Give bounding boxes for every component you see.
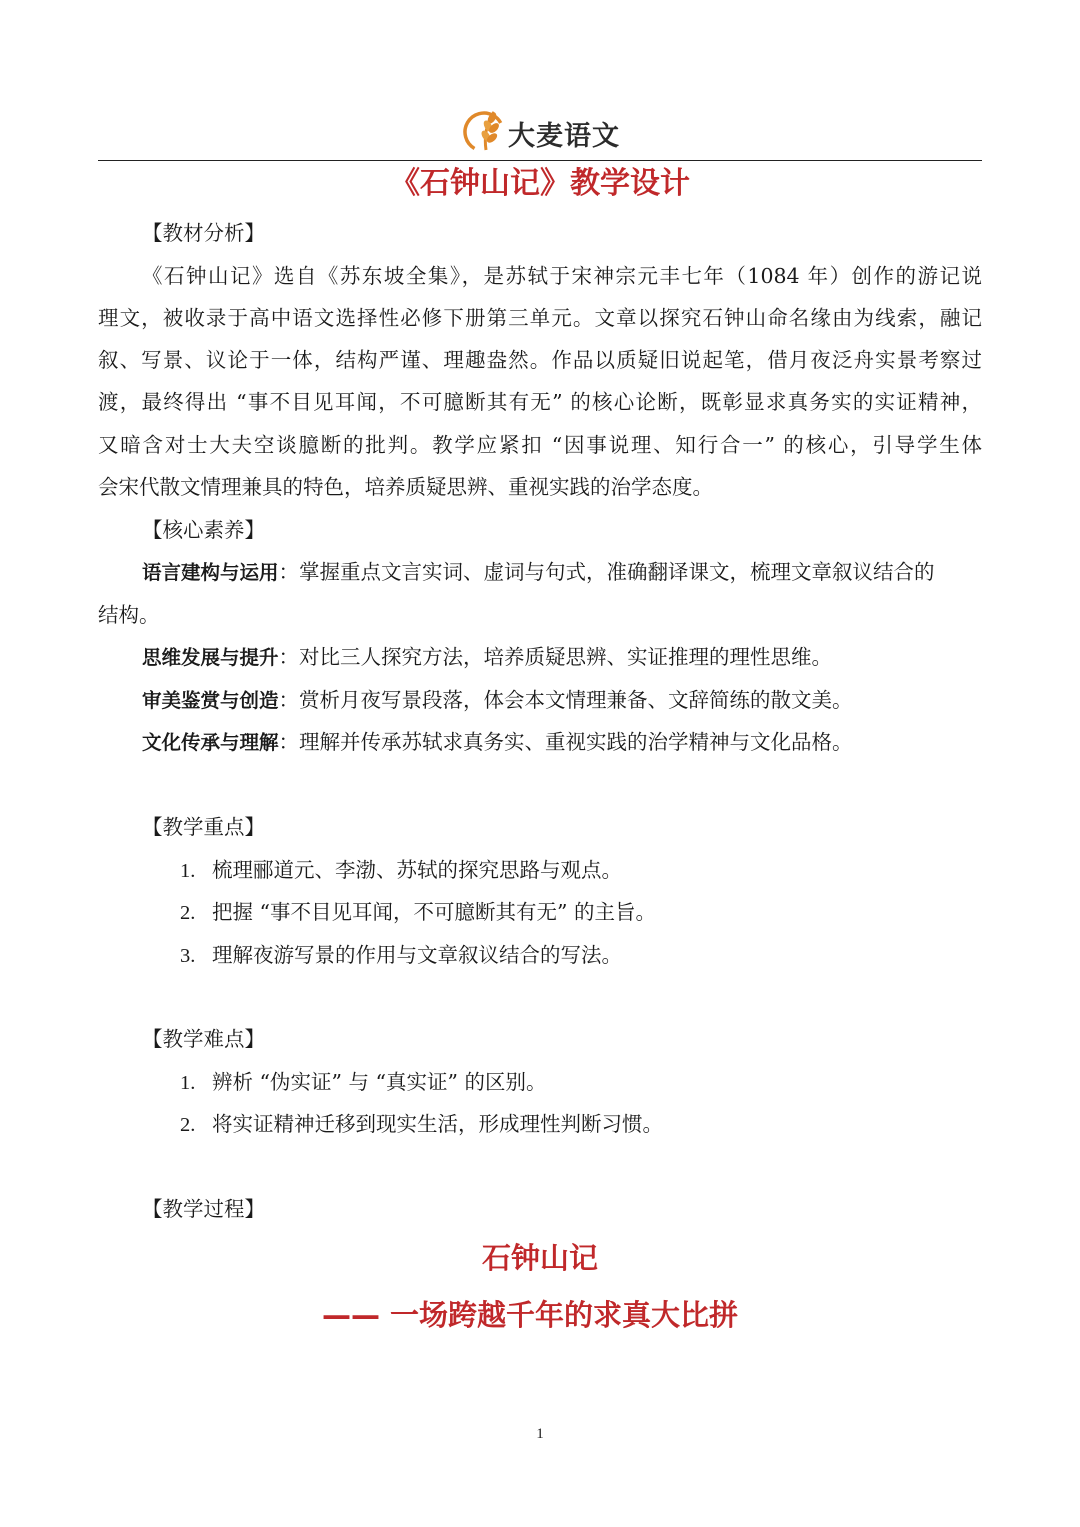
- list-number: 1.: [180, 860, 196, 882]
- list-text: 理解夜游写景的作用与文章叙议结合的写法。: [212, 943, 622, 967]
- section-heading-core-literacy: 【核心素养】: [142, 518, 265, 542]
- paragraph-line-text: 《石钟山记》选自《苏东坡全集》，是苏轼于宋神宗元丰七年（1084 年）创作的游记说: [142, 264, 982, 288]
- list-item: [180, 1103, 663, 1146]
- paragraph-line: 渡，最终得出 “事不目见耳闻，不可臆断其有无” 的核心论断，既彰显求真务实的实证精神，: [98, 390, 982, 414]
- list-item: [180, 1061, 547, 1104]
- literacy-text: ：掌握重点文言实词、虚词与句式，准确翻译课文，梳理文章叙议结合的: [278, 560, 935, 584]
- paragraph-line: 叙、写景、议论于一体，结构严谨、理趣盎然。作品以质疑旧说起笔，借月夜泛舟实景考察过: [98, 348, 982, 372]
- list-text: 将实证精神迁移到现实生活，形成理性判断习惯。: [212, 1112, 663, 1136]
- list-number: 1.: [180, 1072, 196, 1094]
- literacy-item: [142, 679, 853, 722]
- lesson-tagline: —— 一场跨越千年的求真大比拼: [321, 1298, 739, 1332]
- paragraph-line: [142, 255, 982, 297]
- literacy-item: [142, 551, 982, 594]
- literacy-item: [142, 721, 853, 764]
- lesson-subtitle: 石钟山记: [481, 1241, 598, 1275]
- logo-text: 大麦语文: [508, 121, 620, 152]
- page-number: 1: [536, 1426, 544, 1442]
- literacy-item: [142, 636, 832, 679]
- section-heading-difficulties: 【教学难点】: [142, 1027, 265, 1051]
- literacy-label: 语言建构与运用: [142, 561, 279, 584]
- list-text: 梳理郦道元、李渤、苏轼的探究思路与观点。: [212, 858, 622, 882]
- section-heading-teaching-process: 【教学过程】: [142, 1197, 265, 1221]
- wheat-logo-icon: [462, 106, 506, 154]
- literacy-label: 思维发展与提升: [142, 646, 279, 669]
- damai-logo: [462, 104, 642, 158]
- list-text: 把握 “事不目见耳闻，不可臆断其有无” 的主旨。: [212, 900, 656, 924]
- paragraph-line: 又暗含对士大夫空谈臆断的批判。教学应紧扣 “因事说理、知行合一” 的核心，引导学生体: [98, 433, 982, 457]
- paragraph-line: 会宋代散文情理兼具的特色，培养质疑思辨、重视实践的治学态度。: [98, 475, 713, 499]
- list-item: [180, 849, 622, 892]
- list-number: 2.: [180, 902, 196, 924]
- literacy-label: 文化传承与理解: [142, 731, 279, 754]
- literacy-item-wrap: 结构。: [98, 603, 160, 627]
- literacy-text: ：赏析月夜写景段落，体会本文情理兼备、文辞简练的散文美。: [278, 688, 853, 712]
- paragraph-line: 理文，被收录于高中语文选择性必修下册第三单元。文章以探究石钟山命名缘由为线索，融记: [98, 306, 982, 330]
- list-text: 辨析 “伪实证” 与 “真实证” 的区别。: [212, 1070, 547, 1094]
- list-item: [180, 891, 656, 934]
- list-item: [180, 934, 622, 977]
- literacy-text: ：理解并传承苏轼求真务实、重视实践的治学精神与文化品格。: [278, 730, 853, 754]
- document-title: 《石钟山记》教学设计: [390, 166, 690, 201]
- list-number: 3.: [180, 945, 196, 967]
- section-heading-textbook-analysis: 【教材分析】: [142, 221, 265, 245]
- literacy-text: ：对比三人探究方法，培养质疑思辨、实证推理的理性思维。: [278, 645, 833, 669]
- list-number: 2.: [180, 1114, 196, 1136]
- section-heading-key-points: 【教学重点】: [142, 815, 265, 839]
- literacy-label: 审美鉴赏与创造: [142, 689, 279, 712]
- header-divider: [98, 160, 982, 161]
- page-header: [0, 104, 1080, 158]
